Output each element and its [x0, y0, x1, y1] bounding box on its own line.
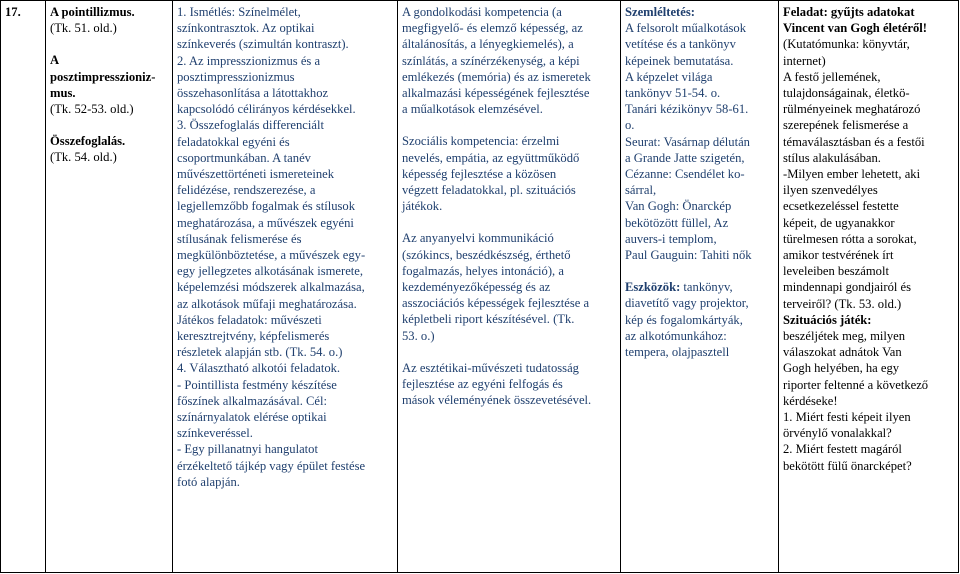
tools-line: o.: [625, 118, 635, 133]
content-line: megkülönböztetése, a művészek egy-: [177, 248, 366, 263]
competence-line: játékok.: [402, 199, 443, 214]
content-line: keresztrejtvény, képfelismerés: [177, 329, 330, 344]
task-line: képeit, de ugyanakkor: [783, 215, 895, 230]
topic-title-post-2: posztimpresszioniz-: [50, 69, 156, 84]
content-line: Játékos feladatok: művészeti: [177, 312, 322, 327]
topic-ref-1: (Tk. 51. old.): [50, 21, 117, 36]
task-line: internet): [783, 53, 826, 68]
topic-title-summary: Összefoglalás.: [50, 134, 126, 149]
tools-line: Van Gogh: Önarckép: [625, 199, 732, 214]
table-row: [1, 1, 959, 573]
tools-line: tankönyv 51-54. o.: [625, 86, 721, 101]
tools-line: vetítése és a tankönyv: [625, 37, 736, 52]
content-line: 2. Az impresszionizmus és a: [177, 53, 321, 68]
competence-aesthetic: [402, 360, 616, 409]
topic-title-post-3: mus.: [50, 85, 76, 100]
competence-line: A gondolkodási kompetencia (a: [402, 5, 562, 19]
competence-line: fogalmazás, helyes intonáció), a: [402, 263, 564, 278]
task-line: kérdéseke!: [783, 393, 838, 408]
task-line: terveiről? (Tk. 53. old.): [783, 296, 902, 311]
competence-line: Az esztétikai-művészeti tudatosság: [402, 360, 579, 375]
task-line: szerepének felismerése a: [783, 118, 909, 133]
competence-line: emlékezés (memória) és az ismeretek: [402, 69, 591, 84]
content-line: képelemzési módszerek alkalmazása,: [177, 280, 365, 295]
content-line: színkontrasztok. Az optikai: [177, 21, 315, 36]
topic-title-post-1: A: [50, 53, 60, 68]
task-line: témaválasztásban és a festői: [783, 134, 925, 149]
content-line: színkeverés (szimultán kontraszt).: [177, 37, 349, 52]
tools-line: auvers-i templom,: [625, 231, 717, 246]
row-number: 17.: [5, 5, 21, 19]
competence-line: alkalmazási képességének fejlesztése: [402, 86, 590, 101]
task-line: ilyen szenvedélyes: [783, 183, 878, 198]
content-line: művészettörténeti ismereteinek: [177, 167, 335, 182]
content-line: 3. Összefoglalás differenciált: [177, 118, 324, 133]
competence-line: fejlesztése az egyéni felfogás és: [402, 377, 563, 392]
competence-line: végzett feladatokkal, pl. szituációs: [402, 183, 576, 198]
content-line: színárnyalatok elérése optikai: [177, 410, 327, 425]
task-line: A festő jellemének,: [783, 69, 881, 84]
content-line: legjellemzőbb fogalmak és stílusok: [177, 199, 356, 214]
competence-cell: [398, 1, 621, 573]
content-line: 1. Ismétlés: Színelmélet,: [177, 5, 301, 19]
task-line: stílus alakulásában.: [783, 150, 881, 165]
competence-line: 53. o.): [402, 328, 435, 343]
competence-line: nevelés, empátia, az együttműködő: [402, 150, 580, 165]
content-line: összehasonlítása a látottakhoz: [177, 86, 329, 101]
task-heading-2: Vincent van Gogh életéről!: [783, 21, 927, 36]
content-line: színkeveréssel.: [177, 426, 253, 441]
content-line: fotó alapján.: [177, 474, 240, 489]
topic-ref-3: (Tk. 54. old.): [50, 150, 117, 165]
content-line: egy jellegzetes alkotásának ismerete,: [177, 264, 364, 279]
task-line: beszéljétek meg, milyen: [783, 329, 906, 344]
competence-line: asszociációs képességek fejlesztése a: [402, 296, 590, 311]
competence-social: [402, 133, 616, 214]
task-line: tulajdonságainak, életkö-: [783, 86, 910, 101]
competence-line: a műalkotások elemzésével.: [402, 102, 543, 117]
task-line: amikor testvérének írt: [783, 248, 894, 263]
tools-line: bekötözött füllel, Az: [625, 215, 729, 230]
competence-line: kezdeményezőképesség és az: [402, 280, 551, 295]
content-text: [177, 4, 393, 490]
tools-line: Tanári kézikönyv 58-61.: [625, 102, 749, 117]
task-line: Gogh helyében, ha egy: [783, 361, 900, 376]
content-line: stílusának felismerése és: [177, 231, 302, 246]
tools-line: Cézanne: Csendélet ko-: [625, 167, 745, 182]
content-line: érzékeltető tájkép vagy épület festése: [177, 458, 366, 473]
topic-title-pointillism: A pointillizmus.: [50, 5, 135, 19]
content-line: részletek alapján stb. (Tk. 54. o.): [177, 345, 343, 360]
tools-line: sárral,: [625, 183, 657, 198]
competence-line: színlátás, a színérzékenység, a képi: [402, 53, 580, 68]
content-line: kapcsolódó célirányos kérdésekkel.: [177, 102, 356, 117]
content-line: az alkotások műfaji meghatározása.: [177, 296, 357, 311]
tools-cell: [621, 1, 779, 573]
competence-line: megfigyelő- és elemző képesség, az: [402, 21, 583, 36]
task-line: riporter feltenné a következő: [783, 377, 929, 392]
task-line: 2. Miért festett magáról: [783, 442, 902, 457]
content-line: - Egy pillanatnyi hangulatot: [177, 442, 318, 457]
topic-cell: [46, 1, 173, 573]
competence-thinking: [402, 4, 616, 117]
competence-communication: [402, 230, 616, 343]
tools-line: Paul Gauguin: Tahiti nők: [625, 248, 752, 263]
tools-line: kép és fogalomkártyák,: [625, 312, 743, 327]
task-situational-label: Szituációs játék:: [783, 312, 872, 327]
row-number-cell: [1, 1, 46, 573]
task-heading: Feladat: gyűjts adatokat: [783, 5, 915, 19]
content-line: meghatározása, a művészek egyéni: [177, 215, 354, 230]
tools-eszkozok-first: tankönyv,: [680, 280, 733, 295]
competence-line: mások véleményének összevetésével.: [402, 393, 592, 408]
tools-line: képeinek bemutatása.: [625, 53, 734, 68]
tools-line: Seurat: Vasárnap délután: [625, 134, 750, 149]
task-line: türelmesen rótta a sorokat,: [783, 231, 917, 246]
task-line: rülményeinek meghatározó: [783, 102, 921, 117]
content-line: feladatokkal egyéni és: [177, 134, 290, 149]
tools-eszkozok-label: Eszközök:: [625, 280, 681, 295]
content-line: felidézése, rendszerezése, a: [177, 183, 316, 198]
task-situational: [783, 328, 954, 474]
task-cell: [779, 1, 959, 573]
competence-line: képesség fejlesztése a közösen: [402, 166, 557, 181]
content-line: - Pointillista festmény készítése: [177, 377, 337, 392]
competence-line: általánosítás, a lényegkiemelés), a: [402, 37, 574, 52]
content-line: csoportmunkában. A tanév: [177, 150, 311, 165]
competence-line: képletbeli riport készítésével. (Tk.: [402, 312, 575, 327]
tools-equipment: [625, 295, 774, 360]
task-line: örvénylő vonalakkal?: [783, 426, 892, 441]
tools-line: tempera, olajpasztell: [625, 345, 730, 360]
task-line: ecsetkezeléssel festette: [783, 199, 899, 214]
task-line: bekötött fülű önarcképet?: [783, 458, 912, 473]
tools-line: A képzelet világa: [625, 69, 713, 84]
tools-demonstration: [625, 20, 774, 263]
task-research: [783, 36, 954, 311]
tools-line: A felsorolt műalkotások: [625, 21, 747, 36]
task-line: (Kutatómunka: könyvtár,: [783, 37, 910, 52]
task-line: 1. Miért festi képeit ilyen: [783, 410, 911, 425]
task-line: leveleiben beszámolt: [783, 264, 889, 279]
task-line: -Milyen ember lehetett, aki: [783, 167, 921, 182]
tools-eszkozok-line: [625, 279, 774, 295]
task-line: válaszokat adnátok Van: [783, 345, 902, 360]
content-cell: [173, 1, 398, 573]
competence-line: (szókincs, beszédkészség, érthető: [402, 247, 571, 262]
competence-line: Szociális kompetencia: érzelmi: [402, 134, 560, 149]
content-line: 4. Választható alkotói feladatok.: [177, 361, 341, 376]
task-line: mindennapi gondjairól és: [783, 280, 912, 295]
tools-heading: Szemléltetés:: [625, 5, 695, 19]
tools-line: az alkotómunkához:: [625, 328, 727, 343]
content-line: főszínek alkalmazásával. Cél:: [177, 393, 328, 408]
tools-line: diavetítő vagy projektor,: [625, 296, 749, 311]
tools-line: a Grande Jatte szigetén,: [625, 150, 745, 165]
content-line: posztimpresszionizmus: [177, 69, 295, 84]
topic-ref-2: (Tk. 52-53. old.): [50, 102, 134, 117]
competence-line: Az anyanyelvi kommunikáció: [402, 231, 554, 246]
